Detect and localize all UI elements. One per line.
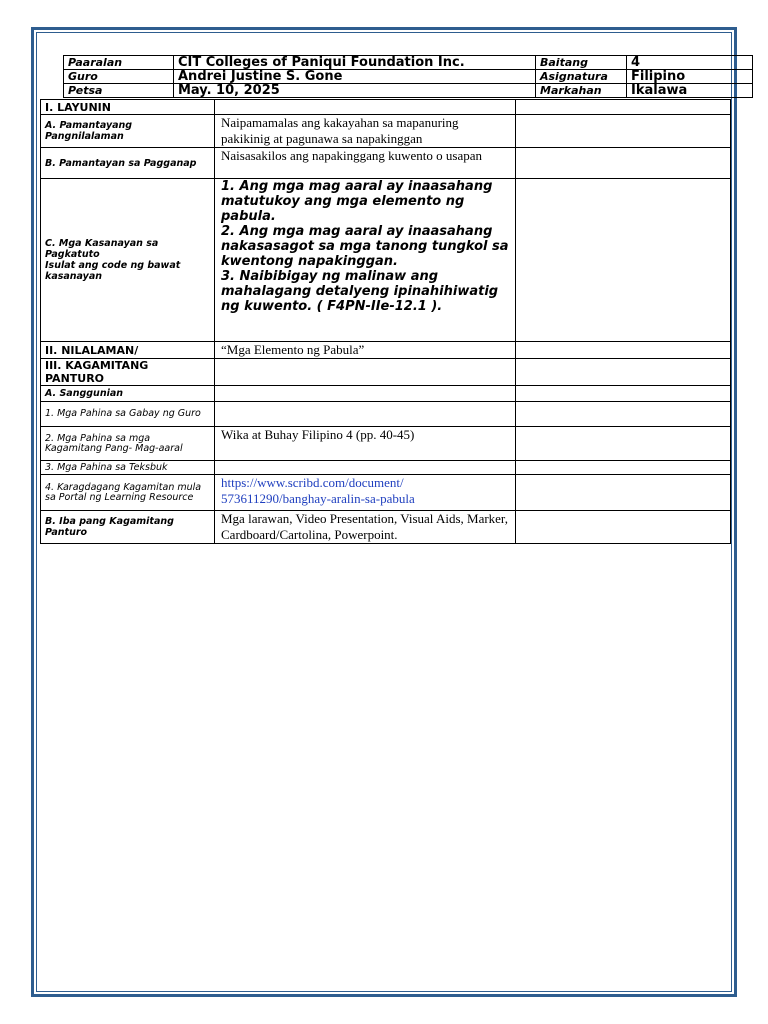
sanggunian-blank-2	[516, 386, 731, 402]
kagamitang-pang-blank	[516, 427, 731, 461]
teksbuk-blank	[516, 461, 731, 475]
lesson-plan-table	[40, 99, 731, 544]
sanggunian-blank-1	[215, 386, 516, 402]
pamantayang-value: Naipamamalas ang kakayahan sa mapanuring pakikinig at pagunawa sa napakinggan	[215, 115, 516, 148]
paaralan-label: Paaralan	[64, 56, 174, 70]
layunin-blank-2	[516, 100, 731, 115]
asignatura-label: Asignatura	[536, 70, 627, 84]
kasanayan-item-3: 3. Naibibigay ng malinaw ang mahalagang detalyeng ipinahihiwatig ng kuwento. ( F4PN-IIe-12.1 ).	[221, 269, 499, 314]
row-kagamitan	[41, 359, 731, 386]
markahan-value: Ikalawa	[627, 84, 753, 98]
kasanayan-label-line1: C. Mga Kasanayan sa Pagkatuto	[45, 238, 159, 260]
pagganap-label: B. Pamantayan sa Pagganap	[41, 148, 215, 179]
kasanayan-value	[215, 179, 516, 342]
row-kagamitang-pang	[41, 427, 731, 461]
teksbuk-value	[215, 461, 516, 475]
row-pagganap	[41, 148, 731, 179]
petsa-value: May. 10, 2025	[174, 84, 536, 98]
iba-value: Mga larawan, Video Presentation, Visual Aids, Marker, Cardboard/Cartolina, Powerpoint.	[215, 511, 516, 544]
gabay-blank	[516, 402, 731, 427]
header-row-paaralan	[64, 56, 753, 70]
row-nilalaman	[41, 342, 731, 359]
row-layunin	[41, 100, 731, 115]
baitang-label: Baitang	[536, 56, 627, 70]
kasanayan-blank	[516, 179, 731, 342]
kasanayan-item-1: 1. Ang mga mag aaral ay inaasahang matutukoy ang mga elemento ng pabula.	[221, 179, 493, 224]
row-kasanayan	[41, 179, 731, 342]
kasanayan-label	[41, 179, 215, 342]
row-sanggunian	[41, 386, 731, 402]
guro-value: Andrei Justine S. Gone	[174, 70, 536, 84]
gabay-value	[215, 402, 516, 427]
iba-label: B. Iba pang Kagamitang Panturo	[41, 511, 215, 544]
karagdagang-blank	[516, 475, 731, 511]
nilalaman-blank	[516, 342, 731, 359]
markahan-label: Markahan	[536, 84, 627, 98]
teksbuk-label: 3. Mga Pahina sa Teksbuk	[41, 461, 215, 475]
nilalaman-heading: II. NILALAMAN/	[41, 342, 215, 359]
kasanayan-label-line2: Isulat ang code ng bawat kasanayan	[45, 260, 181, 282]
baitang-value: 4	[627, 56, 753, 70]
scribd-link-line2[interactable]: 573611290/banghay-aralin-sa-pabula	[221, 491, 415, 506]
row-karagdagang	[41, 475, 731, 511]
row-pamantayang	[41, 115, 731, 148]
layunin-blank-1	[215, 100, 516, 115]
pamantayang-blank	[516, 115, 731, 148]
kagamitang-pang-value: Wika at Buhay Filipino 4 (pp. 40-45)	[215, 427, 516, 461]
row-teksbuk	[41, 461, 731, 475]
sanggunian-label: A. Sanggunian	[41, 386, 215, 402]
pamantayang-label: A. Pamantayang Pangnilalaman	[41, 115, 215, 148]
karagdagang-label: 4. Karagdagang Kagamitan mula sa Portal ng Learning Resource	[41, 475, 215, 511]
header-row-guro	[64, 70, 753, 84]
kagamitan-blank-2	[516, 359, 731, 386]
nilalaman-value: “Mga Elemento ng Pabula”	[215, 342, 516, 359]
kasanayan-item-2: 2. Ang mga mag aaral ay inaasahang nakasasagot sa mga tanong tungkol sa kwentong napakinggan.	[221, 224, 509, 269]
karagdagang-link-cell	[215, 475, 516, 511]
kagamitang-pang-label: 2. Mga Pahina sa mga Kagamitang Pang- Mag-aaral	[41, 427, 215, 461]
pagganap-value: Naisasakilos ang napakinggang kuwento o usapan	[215, 148, 516, 179]
pagganap-blank	[516, 148, 731, 179]
kagamitan-heading: III. KAGAMITANG PANTURO	[41, 359, 215, 386]
guro-label: Guro	[64, 70, 174, 84]
kagamitan-blank-1	[215, 359, 516, 386]
scribd-link-line1[interactable]: https://www.scribd.com/document/	[221, 475, 404, 490]
petsa-label: Petsa	[64, 84, 174, 98]
row-gabay	[41, 402, 731, 427]
header-row-petsa	[64, 84, 753, 98]
row-iba	[41, 511, 731, 544]
iba-blank	[516, 511, 731, 544]
layunin-heading: I. LAYUNIN	[41, 100, 215, 115]
paaralan-value: CIT Colleges of Paniqui Foundation Inc.	[174, 56, 536, 70]
gabay-label: 1. Mga Pahina sa Gabay ng Guro	[41, 402, 215, 427]
header-info-table	[63, 55, 753, 98]
asignatura-value: Filipino	[627, 70, 753, 84]
